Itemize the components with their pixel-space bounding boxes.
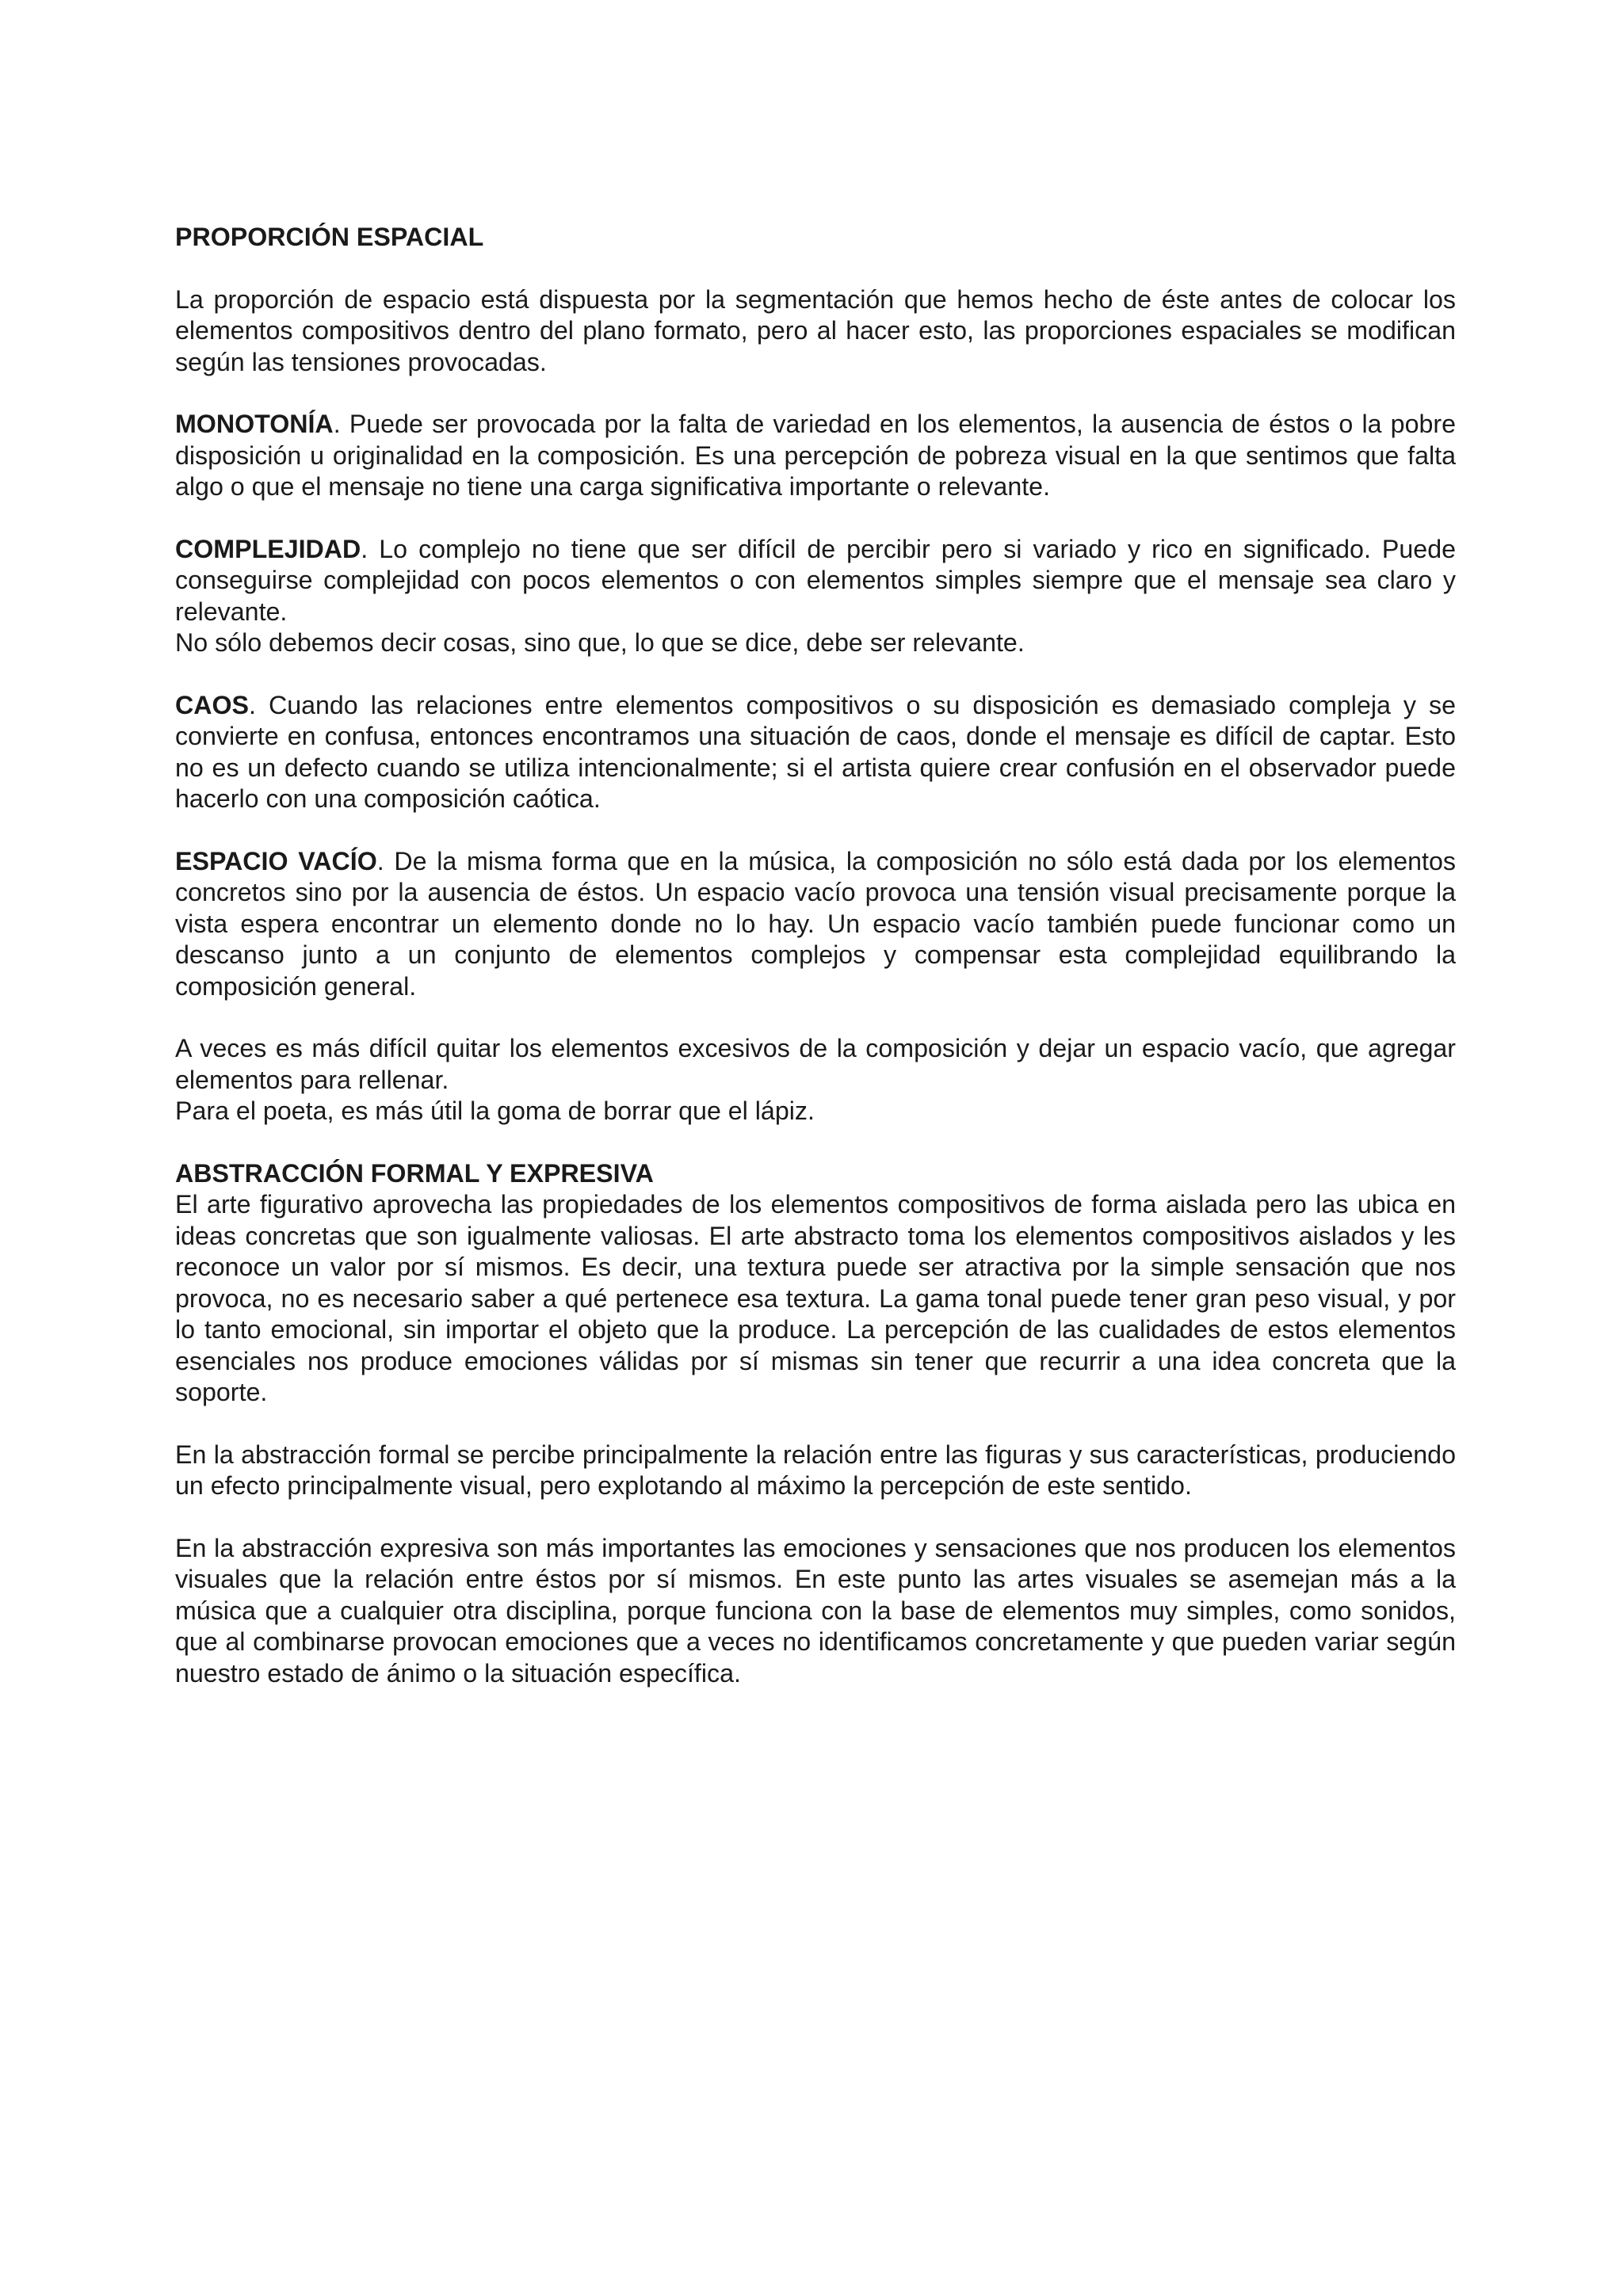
paragraph-text-2: No sólo debemos decir cosas, sino que, lo que se dice, debe ser relevante.: [175, 628, 1025, 657]
paragraph-text: A veces es más difícil quitar los elementos excesivos de la composición y dejar un espacio vacío, que agregar elementos para rellenar.: [175, 1034, 1456, 1094]
paragraph-monotonia: [175, 409, 1456, 503]
paragraph-complejidad: [175, 534, 1456, 659]
paragraph-text: En la abstracción formal se percibe principalmente la relación entre las figuras y sus características, produciendo un efecto principalmente visual, pero explotando al máximo la percepción de este sentido.: [175, 1440, 1456, 1500]
paragraph-text: [175, 409, 1456, 503]
document-page: [175, 222, 1456, 1689]
paragraph-text: [175, 534, 1456, 628]
paragraph-proporcion-espacial: [175, 284, 1456, 379]
paragraph-abstraccion-expresiva: [175, 1533, 1456, 1690]
heading-proporcion-espacial: PROPORCIÓN ESPACIAL: [175, 223, 484, 251]
lead-term: CAOS: [175, 690, 249, 719]
lead-term: ESPACIO VACÍO: [175, 846, 377, 875]
paragraph-quitar-elementos: [175, 1033, 1456, 1127]
paragraph-text-2: Para el poeta, es más útil la goma de borrar que el lápiz.: [175, 1097, 815, 1125]
paragraph-text: El arte figurativo aprovecha las propiedades de los elementos compositivos de forma aislada pero las ubica en ideas concretas que son igualmente valiosas. El arte abstracto toma los elementos compositivos aislados y les reconoce un valor por sí mismos. Es decir, una textura puede ser atractiva por la simple sensación que nos provoca, no es necesario saber a qué pertenece esa textura. La gama tonal puede tener gran peso visual, y por lo tanto emocional, sin importar el objeto que la produce. La percepción de las cualidades de estos elementos esenciales nos produce emociones válidas por sí mismas sin tener que recurrir a una idea concreta que la soporte.: [175, 1190, 1456, 1406]
paragraph-text: [175, 846, 1456, 1003]
paragraph-text: En la abstracción expresiva son más importantes las emociones y sensaciones que nos producen los elementos visuales que la relación entre éstos por sí mismos. En este punto las artes visuales se asemejan más a la música que a cualquier otra disciplina, porque funciona con la base de elementos muy simples, como sonidos, que al combinarse provocan emociones que a veces no identificamos concretamente y que pueden variar según nuestro estado de ánimo o la situación específica.: [175, 1533, 1456, 1688]
paragraph-body: . Cuando las relaciones entre elementos compositivos o su disposición es demasiado compleja y se convierte en confusa, entonces encontramos una situación de caos, donde el mensaje es difícil de captar. Esto no es un defecto cuando se utiliza intencionalmente; si el artista quiere crear confusión en el observador puede hacerlo con una composición caótica.: [175, 690, 1456, 813]
lead-term: COMPLEJIDAD: [175, 534, 361, 563]
paragraph-body: . Lo complejo no tiene que ser difícil de percibir pero si variado y rico en significado. Puede conseguirse complejidad con pocos elementos o con elementos simples siempre que el mensaje sea claro y relevante.: [175, 534, 1456, 626]
paragraph-text: La proporción de espacio está dispuesta por la segmentación que hemos hecho de éste antes de colocar los elementos compositivos dentro del plano formato, pero al hacer esto, las proporciones espaciales se modifican según las tensiones provocadas.: [175, 284, 1456, 376]
paragraph-body: . Puede ser provocada por la falta de variedad en los elementos, la ausencia de éstos o la pobre disposición u originalidad en la composición. Es una percepción de pobreza visual en la que sentimos que falta algo o que el mensaje no tiene una carga significativa importante o relevante.: [175, 410, 1456, 501]
lead-term: MONOTONÍA: [175, 410, 334, 438]
paragraph-abstraccion: [175, 1189, 1456, 1409]
paragraph-espacio-vacio: [175, 846, 1456, 1003]
paragraph-caos: [175, 690, 1456, 815]
paragraph-text: [175, 690, 1456, 815]
paragraph-abstraccion-formal: [175, 1440, 1456, 1502]
paragraph-body: . De la misma forma que en la música, la composición no sólo está dada por los elementos concretos sino por la ausencia de éstos. Un espacio vacío provoca una tensión visual precisamente porque la vista espera encontrar un elemento donde no lo hay. Un espacio vacío también puede funcionar como un descanso junto a un conjunto de elementos complejos y compensar esta complejidad equilibrando la composición general.: [175, 846, 1456, 1001]
heading-abstraccion: ABSTRACCIÓN FORMAL Y EXPRESIVA: [175, 1158, 654, 1188]
